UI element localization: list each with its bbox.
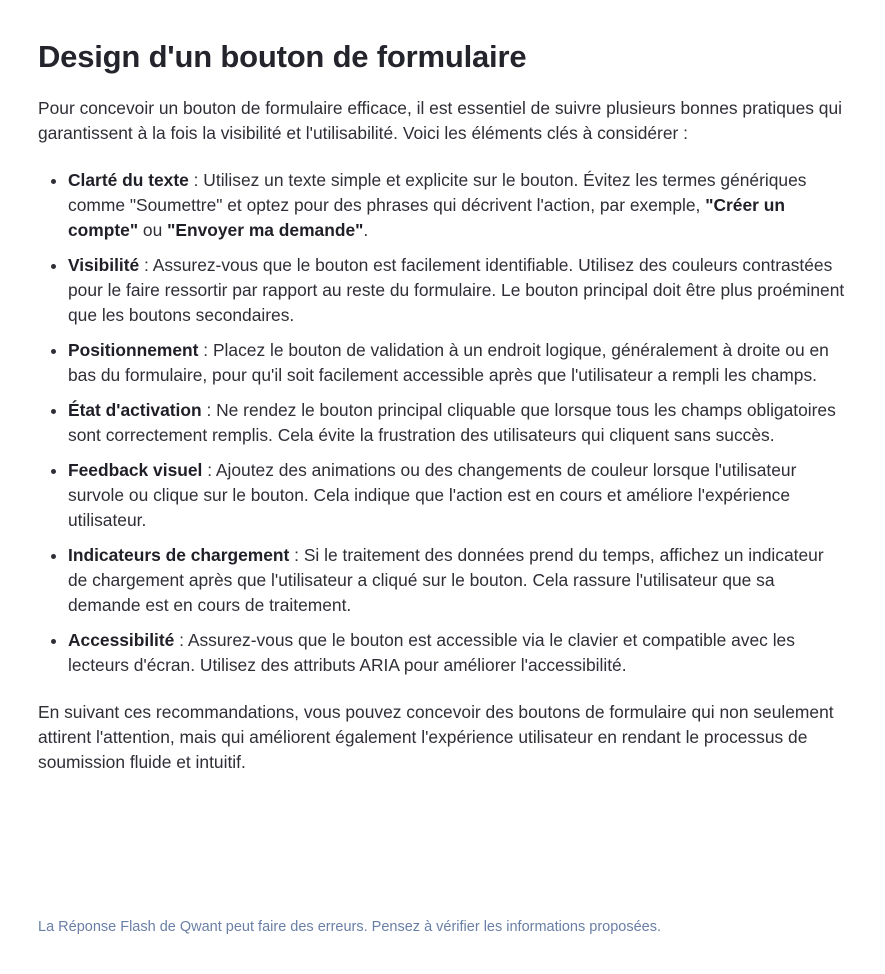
list-item-text: : Placez le bouton de validation à un endroit logique, généralement à droite ou en bas du formulaire, pour qu'il soit facilement accessible après que l'utilisateur a rempli les champs. [68, 340, 829, 385]
list-item-text: : Ajoutez des animations ou des changements de couleur lorsque l'utilisateur survole ou clique sur le bouton. Cela indique que l'action est en cours et améliore l'expérience utilisateur. [68, 460, 797, 530]
list-item-term: État d'activation [68, 400, 202, 420]
list-item-term: Visibilité [68, 255, 140, 275]
list-item-clarte [68, 168, 847, 243]
page-title: Design d'un bouton de formulaire [38, 39, 527, 74]
list-item-text: : Ne rendez le bouton principal cliquable que lorsque tous les champs obligatoires sont correctement remplis. Cela évite la frustration des utilisateurs qui cliquent sans succès. [68, 400, 836, 445]
list-item-text: : Assurez-vous que le bouton est facilement identifiable. Utilisez des couleurs contrastées pour le faire ressortir par rapport au reste du formulaire. Le bouton principal doit être plus proéminent que les boutons secondaires. [68, 255, 845, 325]
list-item-visibilite [68, 253, 847, 328]
list-item-example: "Envoyer ma demande" [167, 220, 364, 240]
list-item-feedback-visuel [68, 458, 847, 533]
list-item-end: . [363, 220, 369, 240]
list-item-term: Feedback visuel [68, 460, 203, 480]
list-item-etat-activation [68, 398, 847, 448]
list-item-term: Clarté du texte [68, 170, 189, 190]
list-item-text: : Assurez-vous que le bouton est accessible via le clavier et compatible avec les lecteurs d'écran. Utilisez des attributs ARIA pour améliorer l'accessibilité. [68, 630, 795, 675]
list-item-joiner: ou [138, 220, 168, 240]
list-item-term: Positionnement [68, 340, 199, 360]
list-item-text: : Si le traitement des données prend du temps, affichez un indicateur de chargement après que l'utilisateur a cliqué sur le bouton. Cela rassure l'utilisateur que sa demande est en cours de traitement. [68, 545, 824, 615]
list-item-accessibilite [68, 628, 847, 678]
list-item-term: Accessibilité [68, 630, 175, 650]
list-item-positionnement [68, 338, 847, 388]
ai-disclaimer: La Réponse Flash de Qwant peut faire des erreurs. Pensez à vérifier les informations proposées. [38, 919, 662, 935]
conclusion-paragraph: En suivant ces recommandations, vous pouvez concevoir des boutons de formulaire qui non seulement attirent l'attention, mais qui améliorent également l'expérience utilisateur en rendant le processus de soumission fluide et intuitif. [38, 702, 834, 772]
list-item-indicateurs-chargement [68, 543, 847, 618]
list-item-text: : Utilisez un texte simple et explicite sur le bouton. Évitez les termes génériques comme "Soumettre" et optez pour des phrases qui décrivent l'action, par exemple, [68, 170, 807, 215]
list-item-example: "Créer un compte" [68, 195, 785, 240]
intro-paragraph: Pour concevoir un bouton de formulaire efficace, il est essentiel de suivre plusieurs bonnes pratiques qui garantissent à la fois la visibilité et l'utilisabilité. Voici les éléments clés à considérer : [38, 98, 842, 143]
list-item-term: Indicateurs de chargement [68, 545, 290, 565]
recommendations-list [38, 168, 847, 678]
